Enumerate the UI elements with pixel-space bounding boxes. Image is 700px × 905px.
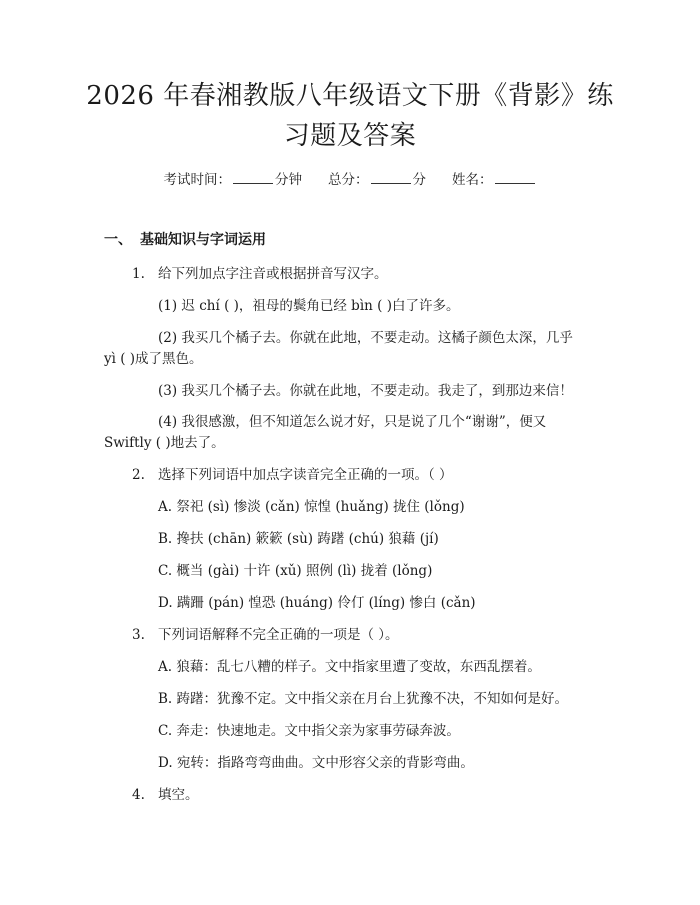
q1-item-3: (3) 我买几个橘子去。你就在此地，不要走动。我走了，到那边来信！ (158, 383, 573, 399)
title-line-2: 习题及答案 (283, 121, 417, 151)
q1-item-1: (1) 迟 chí ( )，祖母的鬓角已经 bìn ( )白了许多。 (158, 298, 460, 314)
section-title: 基础知识与字词运用 (140, 232, 266, 248)
section-heading (104, 229, 266, 249)
q3-option-b: B. 踌躇：犹豫不定。文中指父亲在月台上犹豫不决，不知如何是好。 (158, 691, 569, 707)
q3-option-a: A. 狼藉：乱七八糟的样子。文中指家里遭了变故，东西乱摆着。 (158, 659, 541, 675)
question-stem: 下列词语解释不完全正确的一项是（ ）。 (158, 627, 399, 643)
question-number: 2. (132, 467, 145, 483)
time-unit: 分钟 (275, 172, 302, 188)
q2-option-b: B. 搀扶 (chān) 簌簌 (sù) 踌躇 (chú) 狼藉 (jí) (158, 531, 439, 547)
name-label: 姓名： (452, 172, 493, 188)
question-stem: 选择下列词语中加点字读音完全正确的一项。（ ） (158, 467, 453, 483)
q3-option-c: C. 奔走：快速地走。文中指父亲为家事劳碌奔波。 (158, 723, 460, 739)
score-blank (371, 171, 411, 184)
question-stem: 给下列加点字注音或根据拼音写汉字。 (158, 266, 388, 282)
q3-option-d: D. 宛转：指路弯弯曲曲。文中形容父亲的背影弯曲。 (158, 755, 474, 771)
question-4 (132, 783, 199, 803)
question-1 (132, 262, 388, 282)
score-label: 总分： (328, 172, 369, 188)
question-stem: 填空。 (158, 787, 199, 803)
title-line-1: 2026 年春湘教版八年级语文下册《背影》练 (86, 81, 614, 111)
q1-item-4: (4) 我很感激，但不知道怎么说才好，只是说了几个“谢谢”，便又 (158, 414, 547, 430)
q1-item-2: (2) 我买几个橘子去。你就在此地，不要走动。这橘子颜色太深，几乎 (158, 330, 573, 346)
exam-meta (0, 168, 700, 188)
score-unit: 分 (412, 172, 426, 188)
question-number: 1. (132, 266, 145, 282)
q2-option-a: A. 祭祀 (sì) 惨淡 (cǎn) 惊惶 (huǎng) 拢住 (lǒng) (158, 499, 465, 515)
question-number: 3. (132, 627, 145, 643)
q1-item-2-cont: yì ( )成了黑色。 (104, 351, 203, 367)
q1-item-4-cont: Swiftly ( )地去了。 (104, 435, 225, 451)
q2-option-d: D. 蹒跚 (pán) 惶恐 (huáng) 伶仃 (líng) 惨白 (cǎn) (158, 595, 476, 611)
question-2 (132, 463, 453, 483)
time-label: 考试时间： (163, 172, 231, 188)
q2-option-c: C. 概当 (gài) 十许 (xǔ) 照例 (lì) 拢着 (lǒng) (158, 563, 433, 579)
document-title (80, 76, 620, 156)
question-3 (132, 623, 399, 643)
section-number: 一、 (104, 232, 132, 248)
question-number: 4. (132, 787, 145, 803)
time-blank (233, 171, 273, 184)
name-blank (495, 171, 535, 184)
